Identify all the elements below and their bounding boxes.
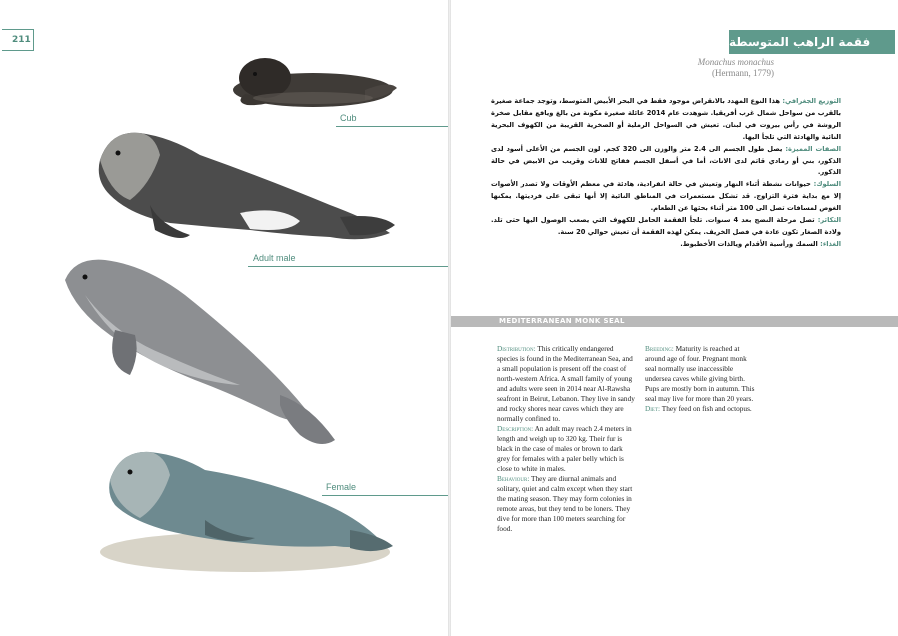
english-section-description: Description: An adult may reach 2.4 meters in length and weigh up to 320 kg. Their fur is black in the case of males or brown to dark grey for females with a paler belly which is close to white in males. xyxy=(497,424,632,473)
english-section-behaviour: Behaviour: They are diurnal animals and solitary, quiet and calm except when they start the mating season. They may form colonies in remote areas, but they tend to be loners. They dive for more than 100 meters searching for food. xyxy=(497,474,633,533)
arabic-section-description: الصفات المميزة: يصل طول الجسم الى 2.4 متر والوزن الى 320 كجم. لون الجسم من الأعلى أسود لدى الذكور، بني أو رمادي قاتم لدى الاناث، أما في أسفل الجسم ففاتح للاناث وقريب من الابيض في حالة الذكور. xyxy=(491,144,841,177)
scientific-authority: (Hermann, 1779) xyxy=(712,68,774,78)
adult-male-seal-illustration xyxy=(90,125,400,250)
scientific-name: Monachus monachus xyxy=(697,57,774,67)
english-column-left xyxy=(497,344,635,534)
cub-label: Cub xyxy=(340,113,357,123)
english-title-bar: MEDITERRANEAN MONK SEAL xyxy=(451,316,898,327)
right-page xyxy=(451,0,898,636)
arabic-section-diet: الغذاء: السمك ورأسية الأقدام ويالذات الأخطبوط. xyxy=(680,239,841,248)
scientific-name-block xyxy=(698,57,774,79)
arabic-title: فقمة الراهب المتوسطة xyxy=(729,30,895,54)
adult-male-label: Adult male xyxy=(253,253,296,263)
female-label-rule xyxy=(322,495,448,496)
cub-seal-illustration xyxy=(225,50,400,112)
female-seal-upper-illustration xyxy=(55,255,340,450)
female-label: Female xyxy=(326,482,357,492)
left-page xyxy=(0,0,448,636)
female-seal-lower-illustration xyxy=(95,440,395,580)
english-section-diet: Diet: They feed on fish and octopus. xyxy=(645,404,752,413)
arabic-section-distribution: التوزيع الجغرافي: هذا النوع المهدد بالانقراض موجود فقط في البحر الأبيض المتوسط، وتوجد جماعة صغيرة بالقرب من سواحل شمال غرب أفريقيا. شوهدت عام 2014 عائلة صغيرة مكونة من بالغ ويافع مقابل صخرة الروشة في رأس بيروت في لبنان. تعيش في السواحل الرملية أو الصخرية القريبة من الكهوف البحرية النائية والهادئة التي تلجأ اليها. xyxy=(491,97,841,141)
arabic-section-behaviour: السلوك: حيوانات نشطة أثناء النهار وتعيش في حالة انفرادية، هادئة في معظم الأوقات ولا تصدر الأصوات إلا مع بداية فترة التزاوج. قد تشكل مستعمرات في المناطق النائية إلا أنها تبقى على فرديتها. يمكنها الغوص لمسافات تصل الى 100 متر أثناء بحثها عن الطعام. xyxy=(491,180,841,213)
page-number: 211 xyxy=(2,29,34,51)
english-section-breeding: Breeding: Maturity is reached at around age of four. Pregnant monk seal normally use inaccessible undersea caves while giving birth. Pups are mostly born in autumn. This seal may live for more than 20 years. xyxy=(645,344,755,403)
arabic-description xyxy=(491,96,841,251)
english-column-right xyxy=(645,344,757,414)
arabic-section-breeding: التكاثر: تصل مرحلة النضج بعد 4 سنوات. تلجأ الفقمة الحامل للكهوف التي يصعب الوصول اليها حتى تلد. ولادة الصغار تكون عادة في فصل الخريف. يمكن لهذه الفقمة أن تعيش حوالي 20 سنة. xyxy=(491,216,841,236)
english-section-distribution: Distribution: This critically endangered species is found in the Mediterranean Sea, and a small population is present off the coast of north-western Africa. A small family of young and adults were seen in 2014 near Al-Rawsha seafront in Beirut, Lebanon. They live in sandy and rocky shores near caves which they are normally confined to. xyxy=(497,344,635,423)
